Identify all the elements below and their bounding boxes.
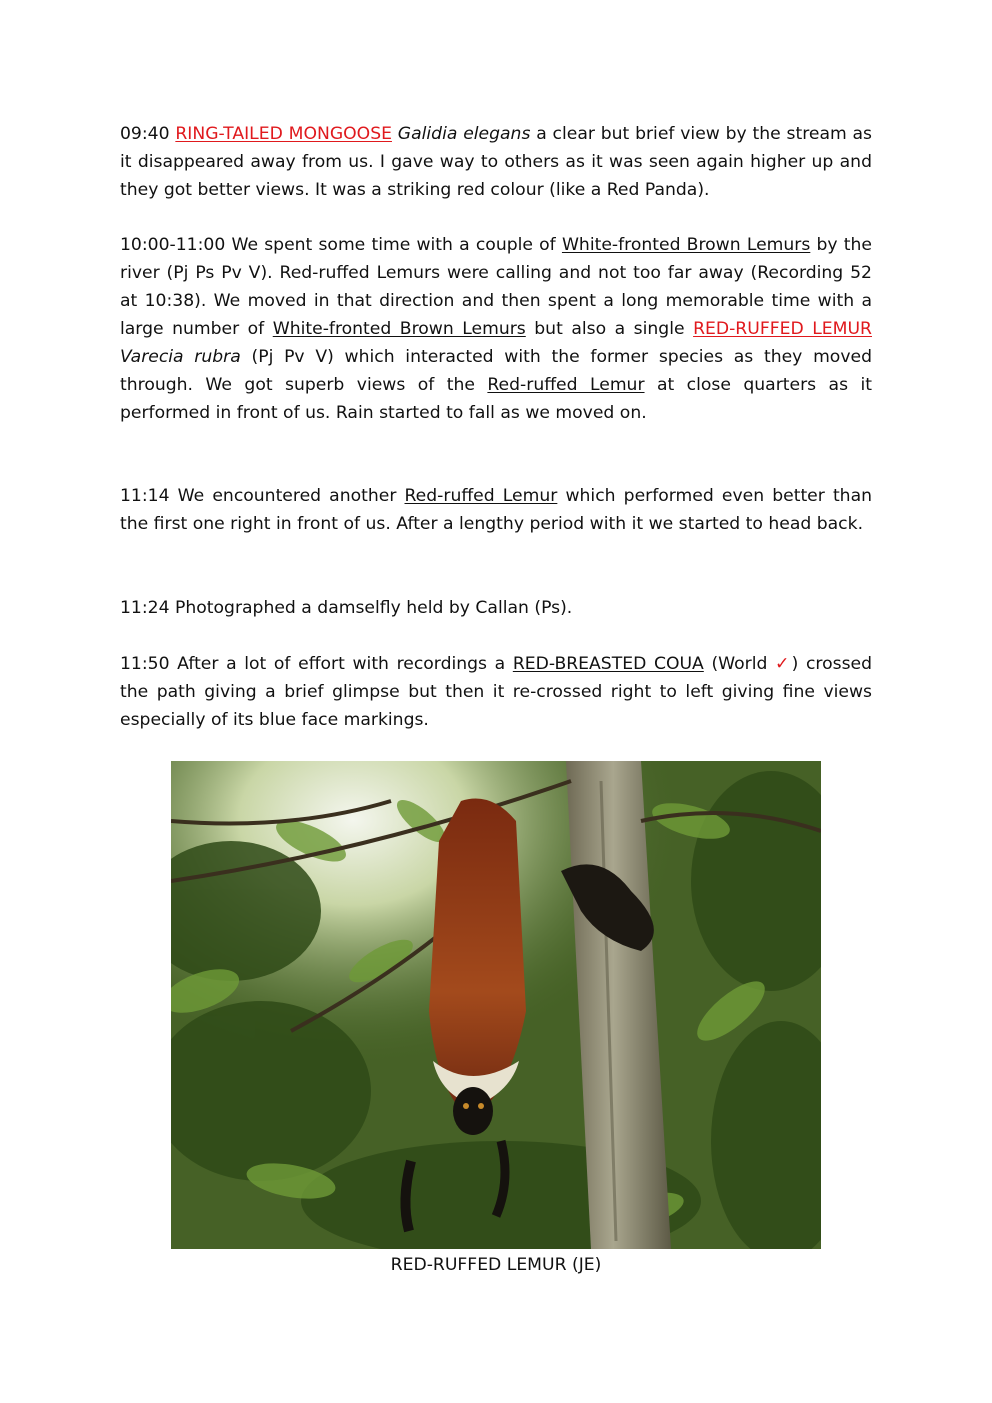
entry-time: 11:50 <box>120 654 170 674</box>
entry-text: After a lot of effort with recordings a <box>169 654 513 674</box>
species-link: White-fronted Brown Lemurs <box>272 319 526 339</box>
scientific-name: Galidia elegans <box>397 124 531 144</box>
entry-text: We spent some time with a couple of <box>225 235 562 255</box>
entry-text: (Pj Pv V) which interacted with the former species as they moved through. We got superb views of the <box>120 347 872 395</box>
entry-time: 09:40 <box>120 124 170 144</box>
entry-1114 <box>120 482 872 538</box>
entry-1000-1100 <box>120 231 872 427</box>
entry-0940 <box>120 120 872 204</box>
entry-text: at close quarters as it performed in front of us. Rain started to fall as we moved on. <box>120 375 872 423</box>
entry-text: a clear but brief view by the stream as it disappeared away from us. I gave way to others as it was seen again higher up and they got better views. It was a striking red colour (like a Red Panda). <box>120 124 873 200</box>
entry-text: by the river (Pj Ps Pv V). Red-ruffed Lemurs were calling and not too far away (Recording 52 at 10:38). We moved in that direction and then spent a long memorable time with a large number of <box>120 235 872 339</box>
checkmark-icon: ✓ <box>775 654 792 674</box>
entry-time: 10:00-11:00 <box>120 235 226 255</box>
lemur-photo-illustration <box>171 761 821 1249</box>
scientific-name: Varecia rubra <box>120 347 241 367</box>
entry-text: Photographed a damselfly held by Callan (Ps). <box>169 598 573 618</box>
species-name-highlight: RED-RUFFED LEMUR <box>693 319 872 339</box>
species-link: Red-ruffed Lemur <box>404 486 558 506</box>
species-link: White-fronted Brown Lemurs <box>561 235 811 255</box>
entry-time: 11:24 <box>120 598 170 618</box>
entry-text: (World <box>703 654 776 674</box>
entry-time: 11:14 <box>120 486 170 506</box>
entry-1150 <box>120 650 872 734</box>
entry-text: which performed even better than the first one right in front of us. After a lengthy period with it we started to head back. <box>120 486 873 534</box>
entry-text: We encountered another <box>169 486 405 506</box>
entry-text: ) crossed the path giving a brief glimpse but then it re-crossed right to left giving fine views especially of its blue face markings. <box>120 654 873 730</box>
species-link: RED-BREASTED COUA <box>512 654 704 674</box>
species-name-highlight: RING-TAILED MONGOOSE <box>175 124 392 144</box>
entry-1124 <box>120 594 872 622</box>
photo-caption: RED-RUFFED LEMUR (JE) <box>390 1255 602 1275</box>
species-link: Red-ruffed Lemur <box>487 375 645 395</box>
lemur-photo <box>171 761 821 1249</box>
entry-text: but also a single <box>525 319 694 339</box>
